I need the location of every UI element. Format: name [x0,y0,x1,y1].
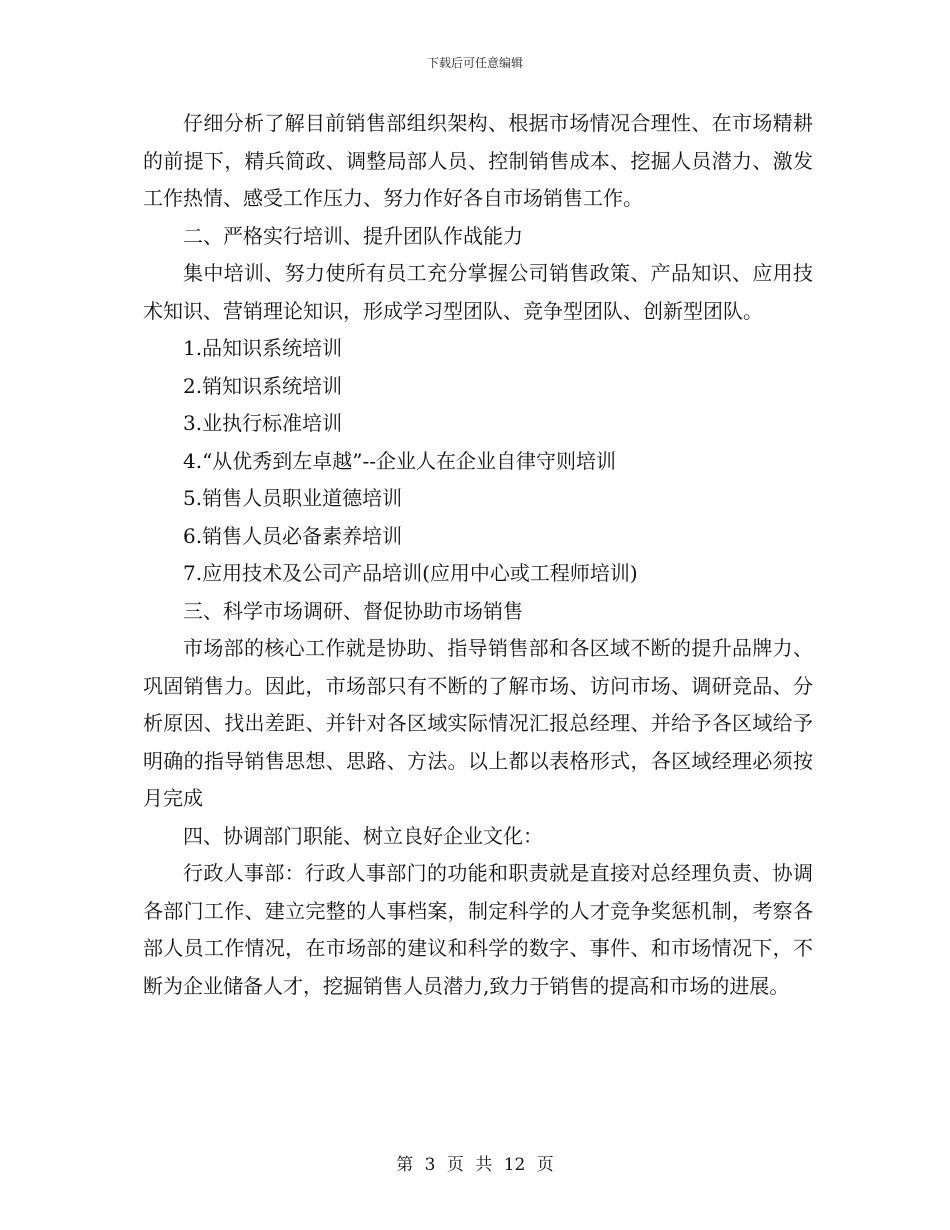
paragraph: 行政人事部：行政人事部门的功能和职责就是直接对总经理负责、协调各部门工作、建立完整的人事档案，制定科学的人才竞争奖惩机制，考察各部人员工作情况，在市场部的建议和科学的数字、事件、和市场情况下，不断为企业储备人才，挖掘销售人员潜力,致力于销售的提高和市场的进展。 [143,861,813,998]
list-item: 5.销售人员职业道德培训 [183,486,403,510]
paragraph: 仔细分析了解目前销售部组织架构、根据市场情况合理性、在市场精耕的前提下，精兵简政、调整局部人员、控制销售成本、挖掘人员潜力、激发工作热情、感受工作压力、努力作好各自市场销售工作。 [143,111,813,210]
paragraph: 市场部的核心工作就是协助、指导销售部和各区域不断的提升品牌力、巩固销售力。因此，市场部只有不断的了解市场、访问市场、调研竞品、分析原因、找出差距、并针对各区域实际情况汇报总经理、并给予各区域给予明确的指导销售思想、思路、方法。以上都以表格形式，各区域经理必须按月完成 [143,636,813,810]
section-heading: 四、协调部门职能、树立良好企业文化： [183,823,543,848]
list-item: 3.业执行标准培训 [183,411,343,435]
page-header: 下载后可任意编辑 [426,56,523,70]
paragraph: 集中培训、努力使所有员工充分掌握公司销售政策、产品知识、应用技术知识、营销理论知识，形成学习型团队、竞争型团队、创新型团队。 [143,261,813,323]
page-footer: 第 3 页 共 12 页 [396,1155,554,1175]
document-body [143,105,813,1005]
list-item: 1.品知识系统培训 [183,336,343,360]
list-item: 4.“从优秀到左卓越”--企业人在企业自律守则培训 [183,448,617,473]
list-item: 7.应用技术及公司产品培训(应用中心或工程师培训) [183,561,638,585]
list-item: 2.销知识系统培训 [183,373,343,398]
list-item: 6.销售人员必备素养培训 [183,523,403,548]
section-heading: 三、科学市场调研、督促协助市场销售 [183,598,523,623]
section-heading: 二、严格实行培训、提升团队作战能力 [183,223,523,248]
